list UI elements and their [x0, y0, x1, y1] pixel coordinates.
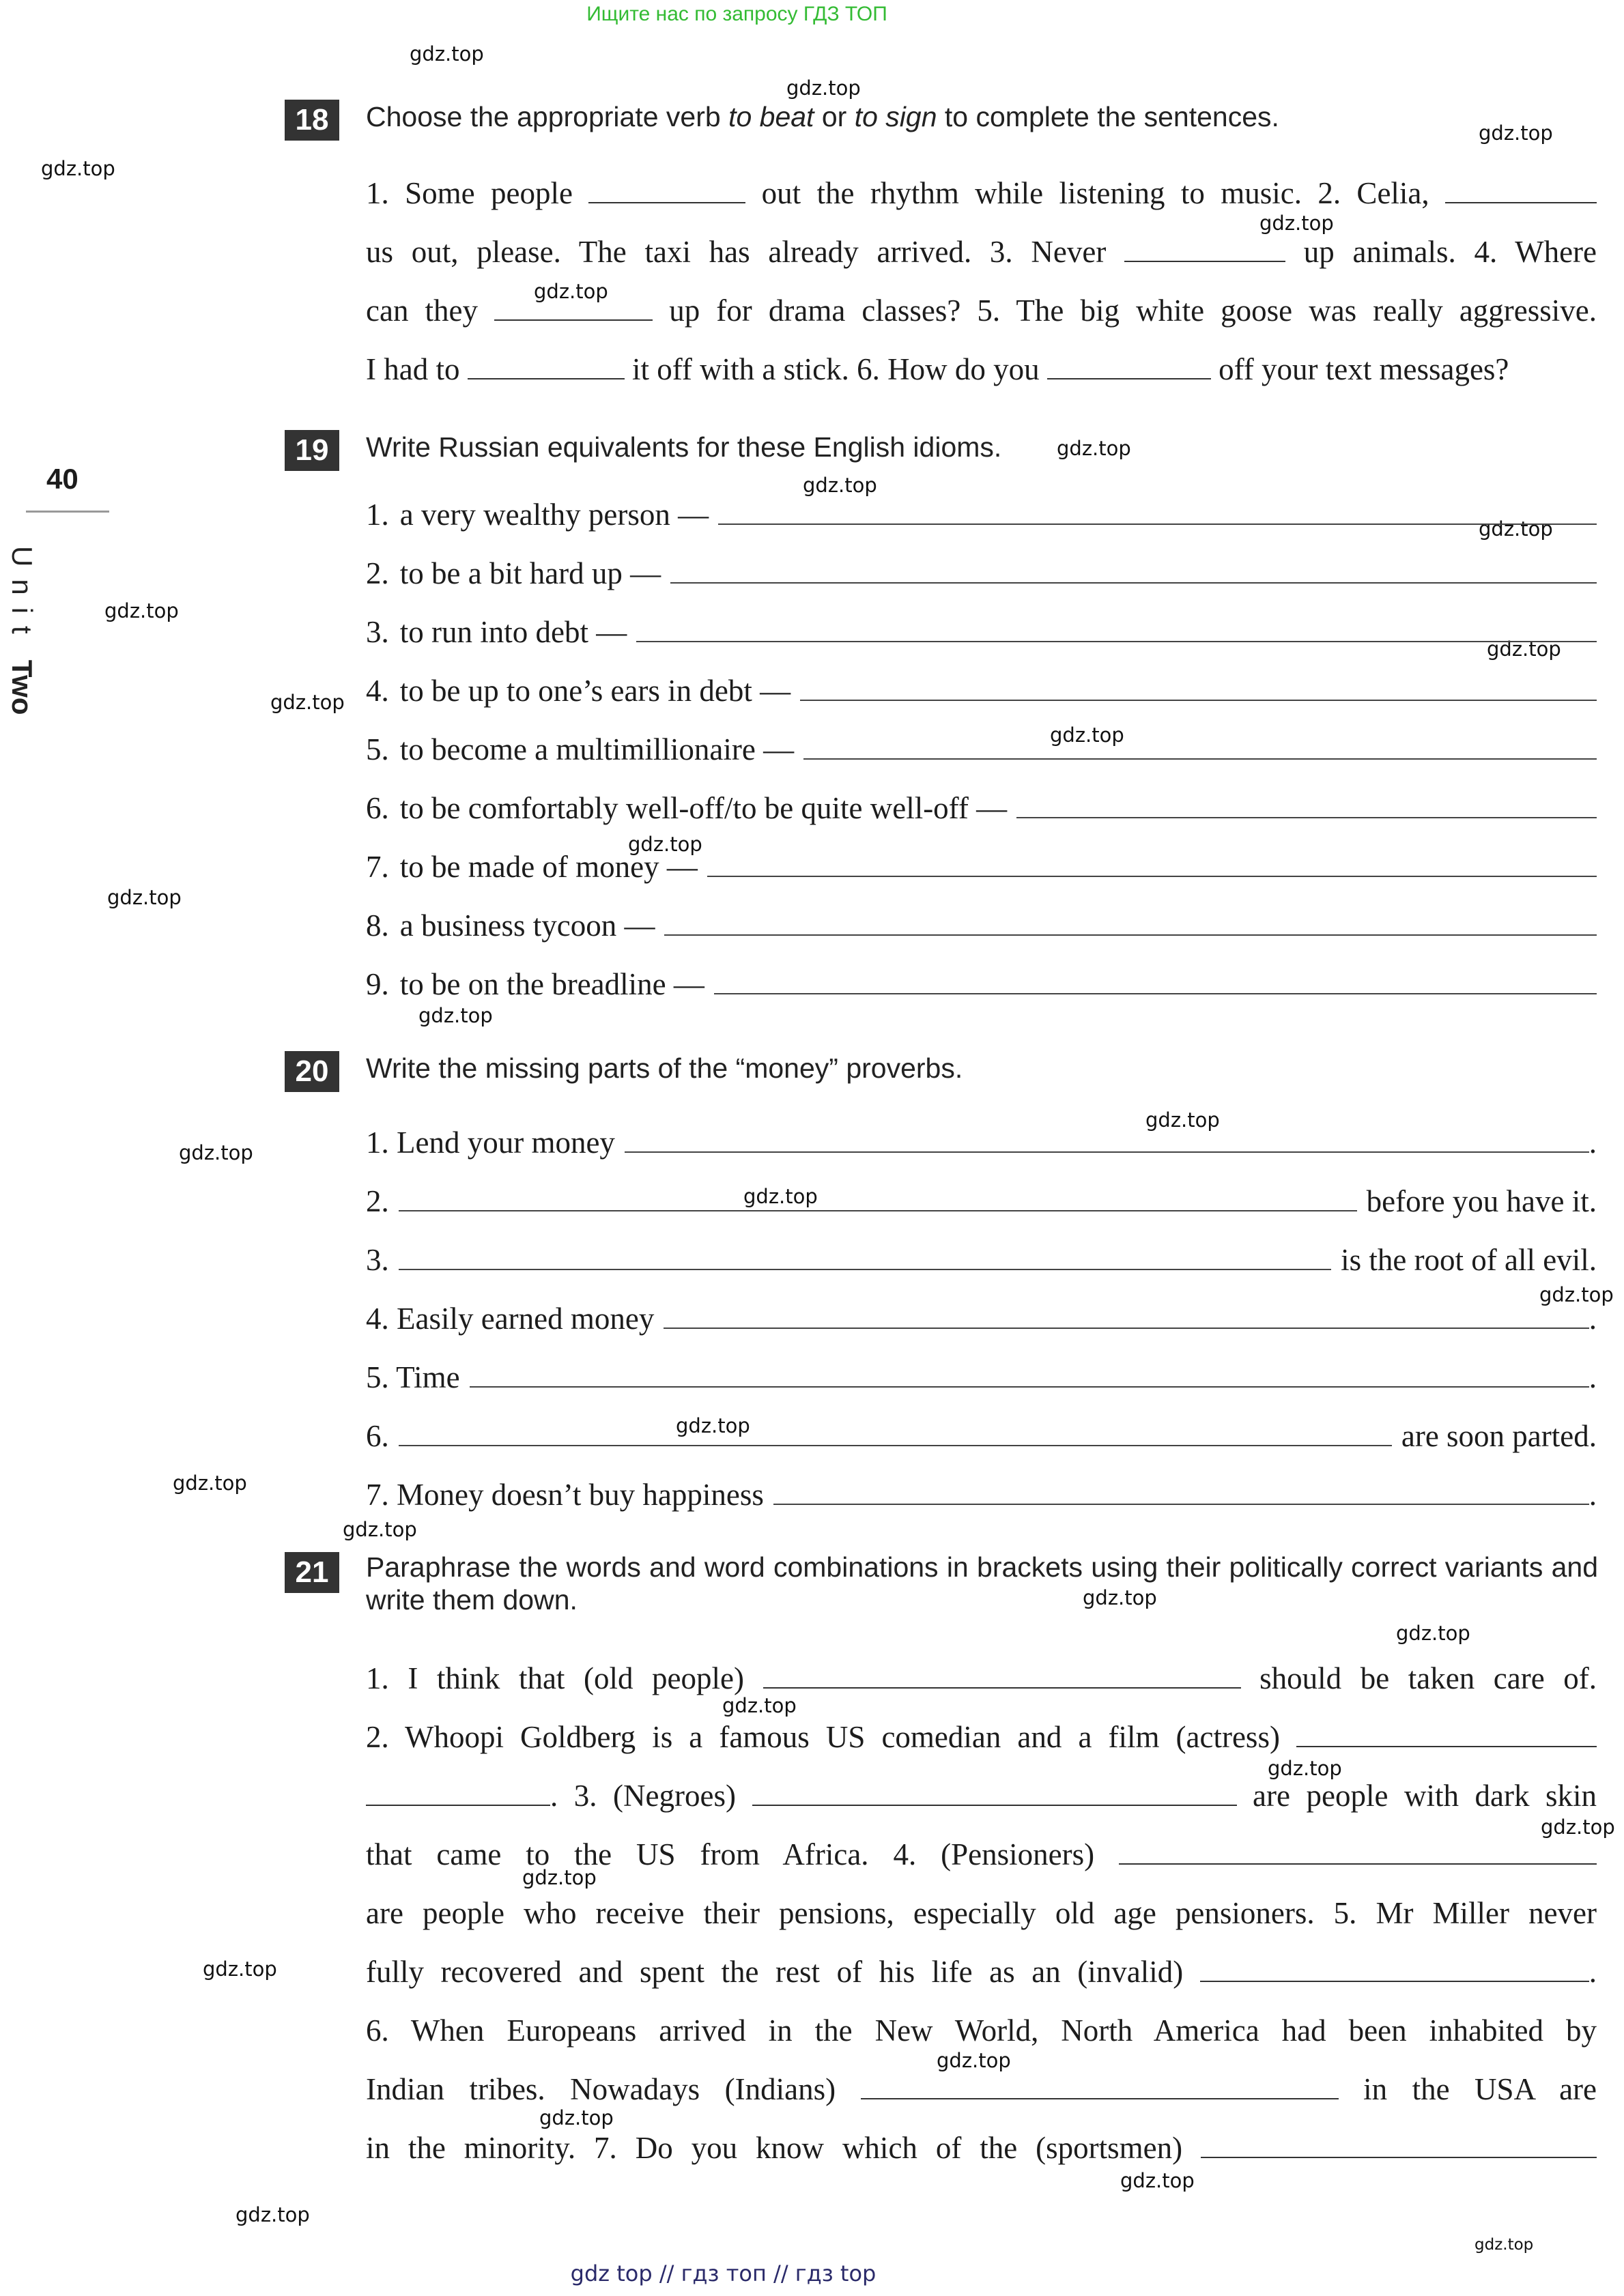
answer-line[interactable] [664, 911, 1597, 936]
answer-line[interactable] [636, 618, 1597, 642]
watermark: gdz.top [410, 42, 484, 66]
watermark: gdz.top [534, 280, 608, 303]
watermark: gdz.top [1259, 212, 1334, 235]
watermark: gdz.top [786, 76, 861, 100]
answer-line[interactable] [670, 559, 1597, 584]
text-line: that came to the US from Africa. 4. (Pensioners) [366, 1825, 1597, 1884]
answer-line[interactable] [773, 1480, 1589, 1505]
answer-blank[interactable] [1200, 1957, 1589, 1982]
text-line: are people who receive their pensions, especially old age pensioners. 5. Mr Miller never [366, 1896, 1597, 1930]
watermark: gdz.top [179, 1141, 253, 1164]
watermark: gdz.top [743, 1185, 818, 1208]
watermark: gdz.top [539, 2106, 614, 2129]
idiom-item: 7. to be made of money — [366, 849, 1597, 890]
proverb-item: 3. is the root of all evil. [366, 1243, 1597, 1277]
answer-blank[interactable] [763, 1664, 1241, 1689]
proverb-item: 5. Time . [366, 1360, 1597, 1394]
text-line: can they up for drama classes? 5. The big white goose was really aggressive. [366, 293, 1597, 328]
answer-line[interactable] [625, 1128, 1589, 1153]
answer-blank[interactable] [1124, 238, 1285, 262]
watermark: gdz.top [1145, 1108, 1220, 1132]
answer-line[interactable] [399, 1422, 1392, 1446]
watermark: gdz.top [1050, 723, 1124, 747]
text-line: Indian tribes. Nowadays (Indians) in the USA are [366, 2072, 1597, 2106]
watermark: gdz.top [270, 691, 345, 714]
answer-blank[interactable] [1296, 1723, 1597, 1747]
answer-line[interactable] [1016, 794, 1597, 818]
idiom-item: 3. to run into debt — [366, 614, 1597, 655]
search-banner[interactable]: Ищите нас по запросу ГДЗ ТОП [586, 3, 887, 25]
answer-line[interactable] [399, 1246, 1331, 1270]
watermark: gdz.top [676, 1414, 750, 1437]
watermark: gdz.top [1120, 2169, 1195, 2192]
answer-line[interactable] [714, 970, 1597, 994]
answer-line[interactable] [664, 1304, 1589, 1329]
idiom-item: 4. to be up to one’s ears in debt — [366, 673, 1597, 714]
idiom-item: 1. a very wealthy person — [366, 497, 1597, 538]
exercise-19-instruction: Write Russian equivalents for these English idioms. [366, 431, 1002, 463]
answer-line[interactable] [399, 1187, 1357, 1211]
watermark: gdz.top [418, 1004, 493, 1027]
answer-blank[interactable] [588, 179, 745, 203]
text-line: I had to it off with a stick. 6. How do you off your text messages? [366, 352, 1509, 386]
page-number: 40 [46, 463, 79, 495]
text-line: us out, please. The taxi has already arrived. 3. Never up animals. 4. Where [366, 235, 1597, 269]
answer-line[interactable] [718, 500, 1597, 525]
exercise-20-number: 20 [285, 1051, 339, 1092]
answer-blank[interactable] [1047, 355, 1211, 379]
watermark: gdz.top [41, 157, 115, 180]
watermark: gdz.top [343, 1518, 417, 1541]
answer-line[interactable] [800, 676, 1597, 701]
text-line: . 3. (Negroes) are people with dark skin [366, 1766, 1597, 1825]
footer-links[interactable]: gdz top // гдз топ // гдз top [570, 2261, 877, 2286]
proverb-item: 2. before you have it. [366, 1184, 1597, 1218]
proverb-item: 4. Easily earned money . [366, 1302, 1597, 1336]
unit-label: UnitTwo [6, 546, 38, 715]
answer-blank[interactable] [752, 1781, 1237, 1806]
exercise-19-number: 19 [285, 430, 339, 471]
watermark: gdz.top [1057, 437, 1131, 460]
answer-blank[interactable] [366, 1781, 550, 1806]
watermark: gdz.top [722, 1694, 797, 1717]
watermark: gdz.top [173, 1472, 247, 1495]
exercise-20-instruction: Write the missing parts of the “money” proverbs. [366, 1052, 963, 1084]
proverb-item: 6. are soon parted. [366, 1419, 1597, 1453]
watermark: gdz.top [522, 1866, 597, 1889]
text-line: 2. Whoopi Goldberg is a famous US comedian and a film (actress) [366, 1708, 1597, 1766]
exercise-18-text [366, 164, 1597, 399]
text-line: 1. I think that (old people) should be taken care of. [366, 1661, 1597, 1695]
watermark: gdz.top [1479, 121, 1553, 145]
watermark: gdz.top [1487, 637, 1561, 661]
idiom-item: 5. to become a multimillionaire — [366, 732, 1597, 773]
watermark: gdz.top [236, 2203, 310, 2226]
watermark: gdz.top [1541, 1816, 1615, 1839]
answer-line[interactable] [803, 735, 1597, 760]
answer-blank[interactable] [1119, 1840, 1597, 1865]
answer-blank[interactable] [494, 296, 653, 321]
watermark: gdz.top [203, 1957, 277, 1981]
watermark: gdz.top [628, 833, 702, 856]
idiom-item: 9. to be on the breadline — [366, 966, 1597, 1007]
watermark: gdz.top [1475, 2236, 1534, 2254]
text-line: 1. Some people out the rhythm while listening to music. 2. Celia, [366, 164, 1597, 223]
text-line: fully recovered and spent the rest of his life as an (invalid) . [366, 1955, 1597, 1989]
exercise-21-number: 21 [285, 1552, 339, 1593]
answer-blank[interactable] [468, 355, 625, 379]
proverb-item: 1. Lend your money . [366, 1125, 1597, 1160]
watermark: gdz.top [1268, 1757, 1342, 1780]
idiom-item: 2. to be a bit hard up — [366, 556, 1597, 597]
watermark: gdz.top [937, 2049, 1011, 2072]
watermark: gdz.top [1083, 1586, 1157, 1609]
text-line: in the minority. 7. Do you know which of the (sportsmen) [366, 2119, 1597, 2177]
exercise-21-text [366, 1649, 1597, 2177]
idiom-item: 6. to be comfortably well-off/to be quite well-off — [366, 790, 1597, 831]
watermark: gdz.top [1479, 517, 1553, 541]
text-line: 6. When Europeans arrived in the New World, North America had been inhabited by [366, 2013, 1597, 2048]
exercise-18-number: 18 [285, 100, 339, 141]
answer-blank[interactable] [861, 2075, 1339, 2099]
answer-blank[interactable] [1445, 179, 1597, 203]
watermark: gdz.top [1396, 1622, 1470, 1645]
watermark: gdz.top [107, 886, 182, 909]
answer-blank[interactable] [1201, 2134, 1597, 2158]
margin-divider [26, 511, 109, 513]
exercise-18-instruction: Choose the appropriate verb to beat or to sign to complete the sentences. [366, 101, 1279, 132]
answer-line[interactable] [470, 1363, 1589, 1388]
idiom-item: 8. a business tycoon — [366, 908, 1597, 949]
proverb-item: 7. Money doesn’t buy happiness . [366, 1478, 1597, 1512]
watermark: gdz.top [104, 599, 179, 622]
exercise-21-instruction: Paraphrase the words and word combinations in brackets using their politically correct variants and write them down. [366, 1551, 1598, 1616]
watermark: gdz.top [1539, 1283, 1614, 1306]
answer-line[interactable] [707, 852, 1597, 877]
watermark: gdz.top [803, 474, 877, 497]
